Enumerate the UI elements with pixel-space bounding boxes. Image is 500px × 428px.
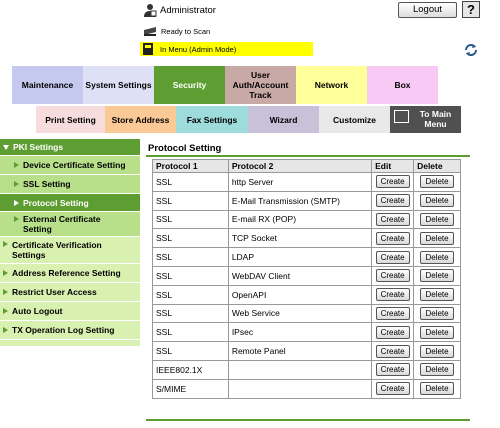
protocol-2-cell: TCP Socket	[228, 229, 371, 248]
protocol-2-cell: Web Service	[228, 304, 371, 323]
sidebar-item-label: Restrict User Access	[12, 287, 97, 297]
arrow-right-icon	[3, 270, 8, 276]
arrow-right-icon	[14, 181, 19, 187]
edit-cell	[372, 323, 414, 342]
delete-button[interactable]: Delete	[420, 251, 453, 264]
arrow-right-icon	[3, 327, 8, 333]
table-row	[153, 285, 461, 304]
delete-button[interactable]: Delete	[420, 307, 453, 320]
scanner-icon	[143, 26, 157, 36]
sidebar-item-label: Auto Logout	[12, 306, 63, 316]
protocol-1-cell: SSL	[153, 342, 229, 361]
sidebar-footer	[0, 340, 140, 346]
table-row	[153, 266, 461, 285]
edit-cell	[372, 379, 414, 398]
delete-cell	[414, 285, 461, 304]
protocol-2-cell: WebDAV Client	[228, 266, 371, 285]
create-button[interactable]: Create	[376, 382, 410, 395]
tab-customize[interactable]: Customize	[319, 106, 390, 133]
protocol-1-cell: SSL	[153, 248, 229, 267]
sidebar-item-label: External Certificate Setting	[23, 214, 101, 234]
edit-cell	[372, 285, 414, 304]
sidebar-item-label: TX Operation Log Setting	[12, 325, 115, 335]
sidebar-item-restrict-user-access[interactable]	[0, 283, 140, 301]
arrow-right-icon	[3, 241, 8, 247]
edit-cell	[372, 191, 414, 210]
delete-cell	[414, 323, 461, 342]
delete-cell	[414, 360, 461, 379]
sidebar-item-device-certificate[interactable]	[0, 156, 140, 174]
main-menu-icon	[394, 110, 409, 123]
sidebar	[0, 139, 140, 346]
delete-cell	[414, 210, 461, 229]
expand-arrow-icon	[3, 145, 9, 150]
table-row	[153, 379, 461, 398]
delete-button[interactable]: Delete	[420, 363, 453, 376]
table-row	[153, 304, 461, 323]
sidebar-item-label: Protocol Setting	[23, 197, 89, 208]
edit-cell	[372, 360, 414, 379]
create-button[interactable]: Create	[376, 232, 410, 245]
edit-cell	[372, 266, 414, 285]
protocol-2-cell: OpenAPI	[228, 285, 371, 304]
table-row	[153, 173, 461, 192]
tab-box[interactable]: Box	[367, 66, 438, 104]
sidebar-item-label: SSL Setting	[23, 179, 71, 189]
column-header-protocol-2: Protocol 2	[228, 160, 371, 173]
delete-cell	[414, 342, 461, 361]
tab-store-address[interactable]: Store Address	[105, 106, 176, 133]
protocol-2-cell: Remote Panel	[228, 342, 371, 361]
device-icon	[142, 42, 154, 56]
protocol-1-cell: IEEE802.1X	[153, 360, 229, 379]
delete-button[interactable]: Delete	[420, 326, 453, 339]
sidebar-item-address-reference[interactable]	[0, 264, 140, 282]
protocol-1-cell: SSL	[153, 173, 229, 192]
protocol-2-cell: LDAP	[228, 248, 371, 267]
protocol-2-cell	[228, 379, 371, 398]
delete-cell	[414, 191, 461, 210]
delete-button[interactable]: Delete	[420, 213, 453, 226]
table-row	[153, 360, 461, 379]
create-button[interactable]: Create	[376, 213, 410, 226]
create-button[interactable]: Create	[376, 345, 410, 358]
delete-cell	[414, 304, 461, 323]
protocol-table	[152, 159, 461, 399]
table-row	[153, 191, 461, 210]
delete-cell	[414, 229, 461, 248]
arrow-right-icon	[3, 289, 8, 295]
sidebar-item-label: Certificate Verification Settings	[12, 240, 102, 260]
column-header-edit: Edit	[372, 160, 414, 173]
tab-user-auth-account-track[interactable]: User Auth/Account Track	[225, 66, 296, 104]
edit-cell	[372, 248, 414, 267]
arrow-right-icon	[3, 308, 8, 314]
delete-button[interactable]: Delete	[420, 194, 453, 207]
create-button[interactable]: Create	[376, 269, 410, 282]
protocol-2-cell: http Server	[228, 173, 371, 192]
delete-button[interactable]: Delete	[420, 175, 453, 188]
protocol-1-cell: SSL	[153, 304, 229, 323]
tab-network[interactable]: Network	[296, 66, 367, 104]
protocol-2-cell: E-mail RX (POP)	[228, 210, 371, 229]
sidebar-item-external-certificate[interactable]	[0, 212, 140, 236]
tab-print-setting[interactable]: Print Setting	[36, 106, 105, 133]
sidebar-item-ssl-setting[interactable]	[0, 175, 140, 193]
arrow-right-icon	[14, 200, 19, 206]
table-row	[153, 229, 461, 248]
help-button[interactable]: ?	[462, 1, 480, 18]
sidebar-item-protocol-setting[interactable]	[0, 194, 140, 211]
table-row	[153, 210, 461, 229]
edit-cell	[372, 173, 414, 192]
protocol-1-cell: SSL	[153, 229, 229, 248]
tab-security[interactable]: Security	[154, 66, 225, 104]
delete-button[interactable]: Delete	[420, 382, 453, 395]
sidebar-item-auto-logout[interactable]	[0, 302, 140, 320]
delete-cell	[414, 379, 461, 398]
delete-cell	[414, 248, 461, 267]
to-main-menu-label: To Main Menu	[419, 109, 452, 129]
logout-button[interactable]: Logout	[398, 2, 457, 18]
sidebar-item-label: Device Certificate Setting	[23, 160, 126, 170]
protocol-1-cell: SSL	[153, 266, 229, 285]
column-header-delete: Delete	[414, 160, 461, 173]
delete-cell	[414, 173, 461, 192]
create-button[interactable]: Create	[376, 175, 410, 188]
create-button[interactable]: Create	[376, 326, 410, 339]
column-header-protocol-1: Protocol 1	[153, 160, 229, 173]
delete-button[interactable]: Delete	[420, 345, 453, 358]
edit-cell	[372, 229, 414, 248]
table-row	[153, 248, 461, 267]
arrow-right-icon	[14, 216, 19, 222]
tab-fax-settings[interactable]: Fax Settings	[176, 106, 248, 133]
tab-wizard[interactable]: Wizard	[248, 106, 319, 133]
arrow-right-icon	[14, 162, 19, 168]
delete-button[interactable]: Delete	[420, 288, 453, 301]
sidebar-item-label: PKI Settings	[13, 142, 64, 152]
administrator-label: Administrator	[160, 5, 216, 16]
machine-status: Ready to Scan	[161, 27, 211, 36]
create-button[interactable]: Create	[376, 363, 410, 376]
tab-maintenance[interactable]: Maintenance	[12, 66, 83, 104]
edit-cell	[372, 342, 414, 361]
protocol-2-cell: IPsec	[228, 323, 371, 342]
create-button[interactable]: Create	[376, 288, 410, 301]
sidebar-item-tx-operation-log[interactable]	[0, 321, 140, 339]
delete-button[interactable]: Delete	[420, 269, 453, 282]
protocol-1-cell: SSL	[153, 323, 229, 342]
create-button[interactable]: Create	[376, 307, 410, 320]
mode-status: In Menu (Admin Mode)	[160, 45, 237, 54]
protocol-1-cell: S/MIME	[153, 379, 229, 398]
table-row	[153, 323, 461, 342]
tab-system-settings[interactable]: System Settings	[83, 66, 154, 104]
protocol-1-cell: SSL	[153, 285, 229, 304]
edit-cell	[372, 210, 414, 229]
administrator-icon	[143, 3, 157, 17]
page-title: Protocol Setting	[148, 143, 222, 154]
bottom-divider	[146, 419, 470, 421]
delete-cell	[414, 266, 461, 285]
protocol-2-cell: E-Mail Transmission (SMTP)	[228, 191, 371, 210]
protocol-1-cell: SSL	[153, 210, 229, 229]
sidebar-item-pki-settings[interactable]	[0, 139, 140, 155]
create-button[interactable]: Create	[376, 251, 410, 264]
protocol-2-cell	[228, 360, 371, 379]
title-divider	[146, 155, 470, 157]
protocol-1-cell: SSL	[153, 191, 229, 210]
sidebar-item-label: Address Reference Setting	[12, 268, 121, 278]
edit-cell	[372, 304, 414, 323]
refresh-icon[interactable]	[464, 43, 478, 57]
table-header-row	[153, 160, 461, 173]
sidebar-item-certificate-verification[interactable]	[0, 237, 140, 263]
delete-button[interactable]: Delete	[420, 232, 453, 245]
table-row	[153, 342, 461, 361]
create-button[interactable]: Create	[376, 194, 410, 207]
